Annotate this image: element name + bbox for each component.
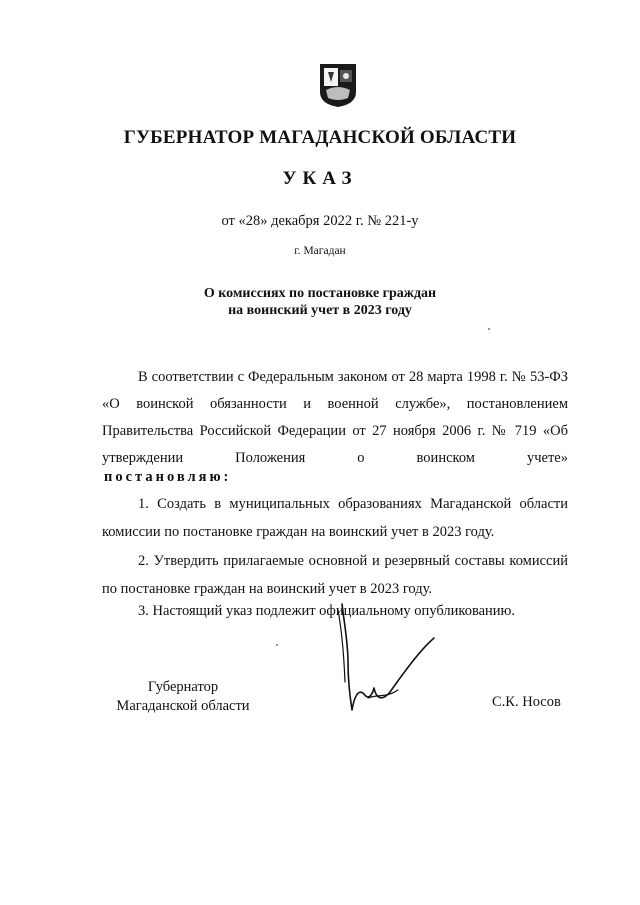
preamble-text: В соответствии с Федеральным законом от 28 марта 1998 г. № 53-ФЗ «О воинской обязанности и военной службе», постановлением Правительства Российской Федерации от 27 ноября 2006 г. № 719 «Об утверждении Положения о воинском учете»: [102, 369, 568, 466]
preamble-paragraph: [102, 364, 568, 472]
scan-speck: [276, 644, 278, 646]
resolve-word: [104, 469, 228, 486]
document-subject: [0, 285, 640, 319]
coat-of-arms-emblem: [318, 62, 358, 108]
decree-item-1: 1. Создать в муниципальных образованиях Магаданской области комиссии по постановке граждан на воинский учет в 2023 году.: [102, 496, 568, 540]
issuer-title: ГУБЕРНАТОР МАГАДАНСКОЙ ОБЛАСТИ: [123, 127, 517, 148]
signatory-position: [108, 678, 258, 716]
subject-line-1: О комиссиях по постановке граждан: [203, 286, 437, 301]
signatory-name: С.К. Носов: [492, 694, 561, 710]
resolve-colon: :: [223, 469, 229, 485]
decree-item-3: 3. Настоящий указ подлежит официальному опубликованию.: [138, 603, 516, 619]
scan-speck: [488, 328, 490, 330]
city: г. Магадан: [294, 245, 346, 257]
subject-line-2: на воинский учет в 2023 году: [228, 303, 412, 318]
document-type: УКАЗ: [282, 168, 358, 189]
resolve-word-text: постановляю: [104, 469, 224, 485]
signatory-position-line-2: Магаданской области: [116, 698, 250, 714]
decree-item-2: 2. Утвердить прилагаемые основной и резервный составы комиссий по постановке граждан на воинский учет в 2023 году.: [102, 553, 568, 597]
signatory-position-line-1: Губернатор: [147, 679, 219, 695]
date-and-number: от «28» декабря 2022 г. № 221-у: [221, 213, 419, 229]
handwritten-signature: [328, 602, 448, 722]
